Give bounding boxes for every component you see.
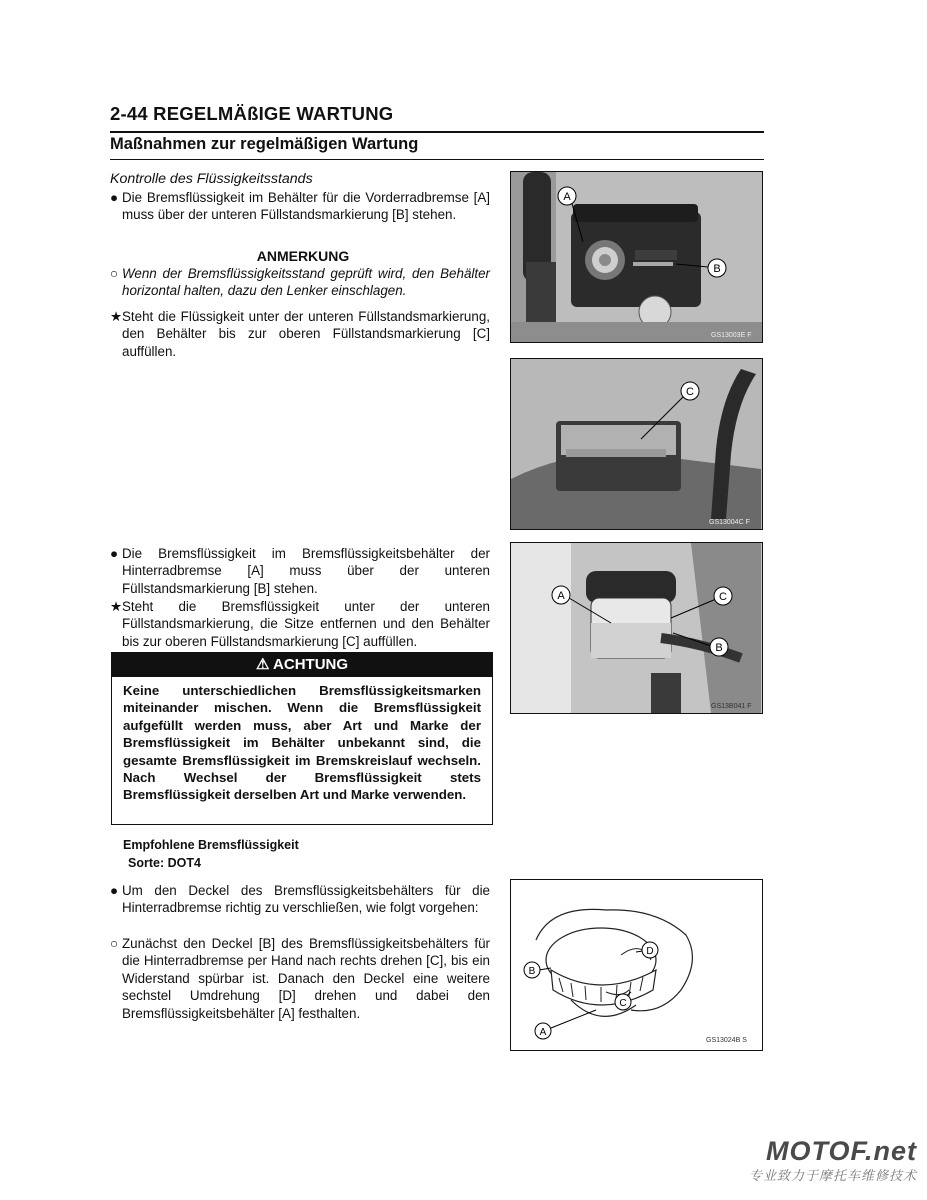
figure-code: GS13024B S [706, 1037, 747, 1044]
figure-label: D [646, 946, 654, 957]
watermark-logo: MOTOF.net [765, 1136, 917, 1166]
watermark-tagline: 专业致力于摩托车维修技术 [748, 1168, 917, 1183]
watermark [749, 1137, 917, 1184]
bullet-cap-procedure: ● Um den Deckel des Bremsflüssigkeitsbehälters für die Hinterradbremse richtig zu verschließen, wie folgt vorgehen: [110, 883, 490, 916]
figure-rear-reservoir [510, 542, 763, 714]
star-front-refill: ★ Steht die Flüssigkeit unter der unteren Füllstandsmarkierung, den Behälter bis zur oberen Füllstandsmarkierung [C] auffüllen. [110, 309, 490, 359]
figure-label: B [715, 642, 723, 654]
warning-header: ⚠ ACHTUNG [112, 653, 492, 677]
star-icon: ★ [110, 599, 123, 614]
figure-label: A [563, 191, 571, 203]
bullet-icon: ● [110, 546, 119, 561]
figure-cap-drawing [510, 879, 763, 1051]
note-title: ANMERKUNG [256, 248, 350, 264]
warning-text: Keine unterschiedlichen Bremsflüssigkeitsmarken miteinander mischen. Wenn die Bremsflüssigkeit aufgefüllt werden muss, aber Art und Marke der Bremsflüssigkeit im Behälter unbekannt sind, die gesamte Bremsflüssigkeit im Bremskreislauf wechseln. Nach Wechsel der Bremsflüssigkeit stets Bremsflüssigkeit derselben Art und Marke verwenden. [123, 683, 481, 803]
figure-code: GS13003E F [711, 332, 752, 339]
circle-cap-step: ○ Zunächst den Deckel [B] des Bremsflüssigkeitsbehälters für die Hinterradbremse per Hand nach rechts drehen [C], bis ein Widerstand spürbar ist. Danach den Deckel eine weitere sechstel Umdrehung [D] drehen und dabei den Bremsflüssigkeitsbehälter [A] festhalten. [110, 936, 490, 1021]
section-title: 2-44 REGELMÄßIGE WARTUNG [110, 103, 394, 124]
fluid-grade: Sorte: DOT4 [128, 856, 201, 870]
figure-front-reservoir [510, 171, 763, 343]
bullet-rear-brake: ● Die Bremsflüssigkeit im Bremsflüssigkeitsbehälter der Hinterradbremse [A] muss über der unteren Füllstandsmarkierung [B] stehen. [110, 546, 490, 596]
title-rule [110, 131, 764, 133]
figure-code: GS13B041 F [711, 703, 752, 710]
star-rear-refill: ★ Steht die Bremsflüssigkeit unter der unteren Füllstandsmarkierung, die Sitze entfernen und den Behälter bis zur oberen Füllstandsmarkierung [C] auffüllen. [110, 599, 490, 649]
note-text: ○ Wenn der Bremsflüssigkeitsstand geprüft wird, den Behälter horizontal halten, dazu den Lenker einschlagen. [110, 266, 490, 299]
front-reservoir-side-photo [511, 359, 762, 529]
circle-icon: ○ [110, 266, 119, 281]
recommended-label: Empfohlene Bremsflüssigkeit [123, 838, 299, 852]
front-reservoir-photo [511, 172, 762, 342]
figure-label: B [713, 263, 721, 275]
cap-line-drawing [511, 880, 762, 1050]
bullet-front-brake: ● Die Bremsflüssigkeit im Behälter für die Vorderradbremse [A] muss über der unteren Füllstandsmarkierung [B] stehen. [110, 190, 490, 223]
subtitle-rule [110, 159, 764, 160]
figure-label: B [528, 966, 536, 977]
star-icon: ★ [110, 309, 123, 324]
bullet-icon: ● [110, 883, 119, 898]
rear-reservoir-photo [511, 543, 762, 713]
figure-label: C [619, 998, 627, 1009]
check-heading: Kontrolle des Flüssigkeitsstands [110, 171, 313, 187]
figure-label: A [539, 1027, 547, 1038]
figure-label: C [686, 386, 694, 398]
figure-front-reservoir-side [510, 358, 763, 530]
figure-code: GS13004C F [709, 519, 750, 526]
figure-label: A [557, 590, 565, 602]
bullet-icon: ● [110, 190, 119, 205]
subtitle: Maßnahmen zur regelmäßigen Wartung [110, 135, 419, 153]
circle-icon: ○ [110, 936, 119, 951]
warning-triangle-icon: ⚠ [255, 656, 270, 673]
figure-label: C [719, 591, 727, 603]
warning-box [111, 652, 493, 825]
